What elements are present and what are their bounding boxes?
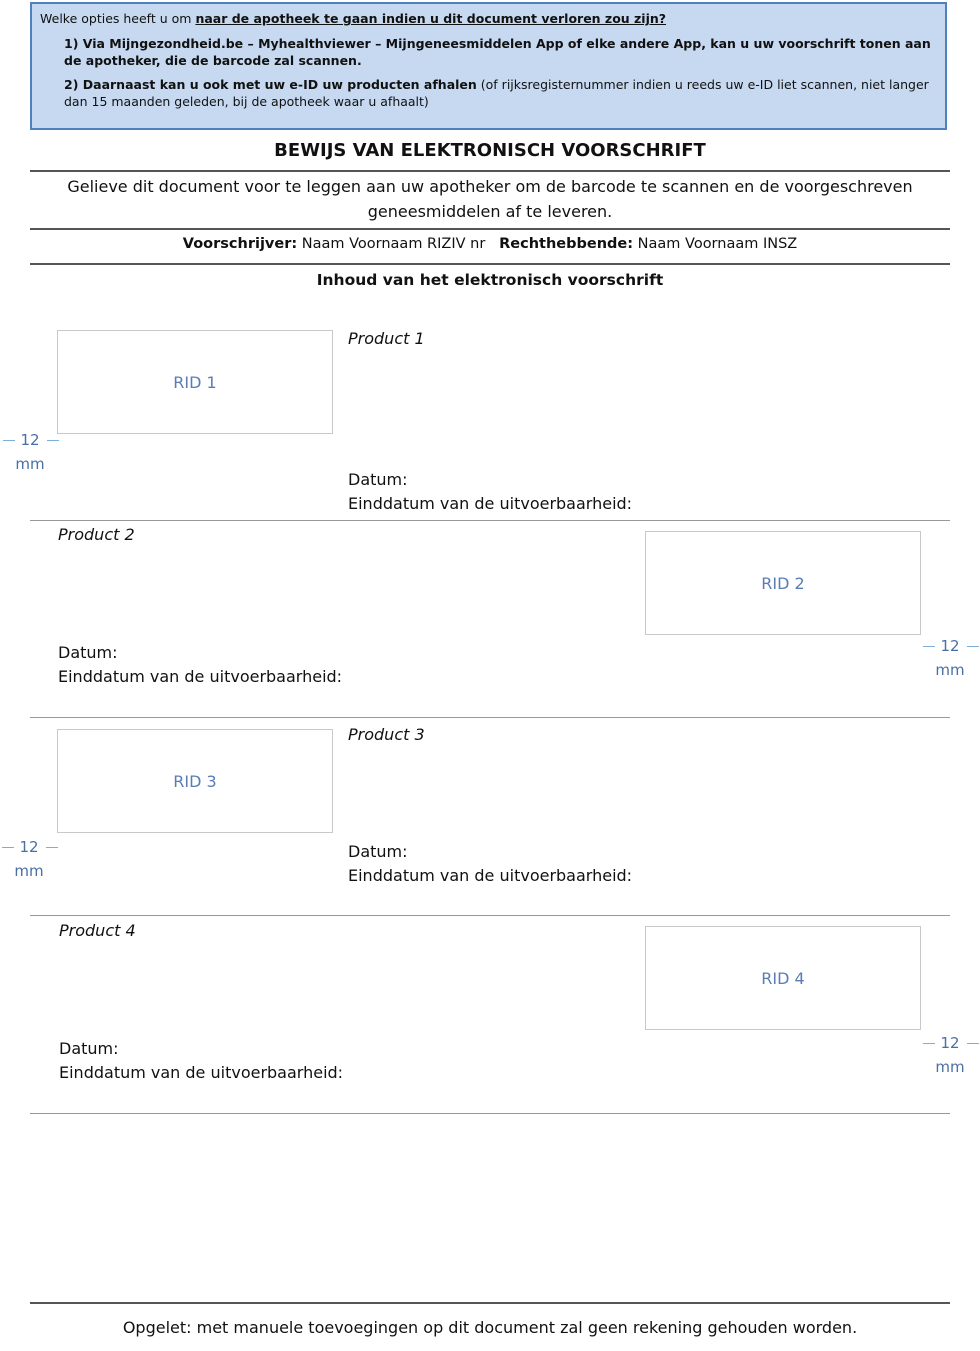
prescriber-label: Voorschrijver: [182,236,298,252]
info-question: Welke opties heeft u om naar de apotheek te gaan indien u dit document verloren zou zijn? [40,11,667,26]
rid-barcode-box: RID 4 [645,926,921,1030]
rid-barcode-box: RID 2 [645,531,921,635]
divider [30,263,950,265]
product-name: Product 1 [348,329,425,348]
divider [30,915,950,916]
parties-line [0,236,980,252]
beneficiary-label: Rechthebbende: [499,236,634,252]
measure-tick [967,1043,979,1044]
end-date-label: Einddatum van de uitvoerbaarheid: [348,866,633,885]
info-question-underlined: naar de apotheek te gaan indien u dit document verloren zou zijn? [195,11,667,26]
footer-divider [30,1302,950,1304]
beneficiary-value: Naam Voornaam INSZ [633,236,798,252]
info-box [30,2,947,130]
divider [30,1113,950,1114]
measure-tick [47,440,59,441]
end-date-label: Einddatum van de uitvoerbaarheid: [58,667,343,686]
margin-measure: 12 mm [925,634,975,682]
content-subtitle: Inhoud van het elektronisch voorschrift [316,271,664,289]
margin-measure: 12 mm [5,428,55,476]
divider [30,520,950,521]
date-label: Datum: [59,1039,119,1058]
document-title: BEWIJS VAN ELEKTRONISCH VOORSCHRIFT [274,140,706,161]
info-option-1: 1) Via Mijngezondheid.be – Myhealthviewer – Mijngeneesmiddelen App of elke andere App, kan u uw voorschrift tonen aan de apotheker, die de barcode zal scannen. [64,36,931,68]
measure-tick [923,646,935,647]
intro-text: Gelieve dit document voor te leggen aan uw apotheker om de barcode te scannen en de voorgeschreven geneesmiddelen af te leveren. [67,177,913,221]
margin-measure: 12 mm [925,1031,975,1079]
product-name: Product 2 [58,525,135,544]
product-name: Product 4 [59,921,136,940]
product-name: Product 3 [348,725,425,744]
end-date-label: Einddatum van de uitvoerbaarheid: [59,1063,344,1082]
divider [30,717,950,718]
date-label: Datum: [58,643,118,662]
rid-barcode-box: RID 3 [57,729,333,833]
end-date-label: Einddatum van de uitvoerbaarheid: [348,494,633,513]
measure-tick [923,1043,935,1044]
info-option-2: 2) Daarnaast kan u ook met uw e-ID uw producten afhalen (of rijksregisternummer indien u reeds uw e-ID liet scannen, niet langer dan 15 maanden geleden, bij de apotheek waar u afhaalt) [64,77,929,109]
rid-barcode-box: RID 1 [57,330,333,434]
date-label: Datum: [348,842,408,861]
date-label: Datum: [348,470,408,489]
prescriber-value: Naam Voornaam RIZIV nr [297,236,486,252]
measure-tick [3,440,15,441]
divider [30,170,950,172]
measure-tick [46,847,58,848]
measure-tick [2,847,14,848]
margin-measure: 12 mm [4,835,54,883]
divider [30,228,950,230]
footer-note: Opgelet: met manuele toevoegingen op dit document zal geen rekening gehouden worden. [122,1318,858,1337]
measure-tick [967,646,979,647]
